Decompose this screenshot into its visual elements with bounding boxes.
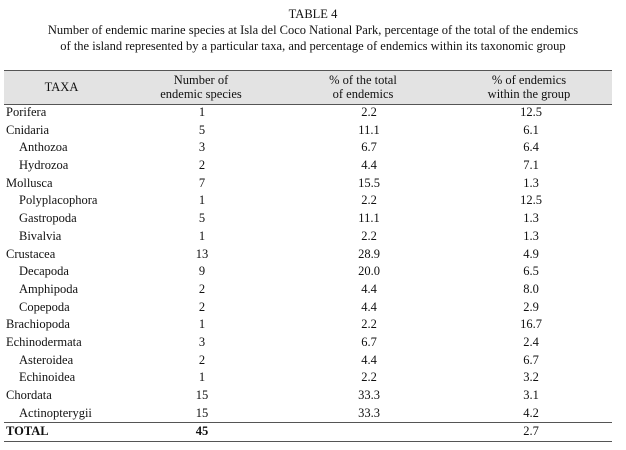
cell-percent-total: 11.1 xyxy=(358,211,380,226)
header-taxa: TAXA xyxy=(44,80,79,94)
header-percent-group xyxy=(474,73,584,101)
cell-percent-group: 3.1 xyxy=(523,388,539,402)
cell-taxa: Hydrozoa xyxy=(19,158,69,173)
cell-taxa: Echinoidea xyxy=(19,370,76,385)
cell-taxa: Copepoda xyxy=(19,299,70,314)
cell-taxa: Amphipoda xyxy=(19,281,79,296)
cell-percent-group: 16.7 xyxy=(520,317,542,332)
cell-percent-total: 4.4 xyxy=(361,158,377,173)
table-title: TABLE 4 xyxy=(288,7,338,21)
table-body xyxy=(4,104,612,442)
table-row xyxy=(4,369,612,387)
header-number-line-2: endemic species xyxy=(160,87,242,101)
cell-percent-total: 11.1 xyxy=(358,122,380,137)
cell-taxa: Echinodermata xyxy=(6,334,82,349)
total-number: 45 xyxy=(195,424,209,439)
cell-number: 15 xyxy=(195,388,209,402)
cell-percent-group: 6.1 xyxy=(523,122,539,137)
header-percent-line-1: % of the total xyxy=(329,73,397,87)
table-row xyxy=(4,192,612,210)
cell-number: 2 xyxy=(198,158,206,173)
total-label: TOTAL xyxy=(6,424,49,439)
cell-number: 1 xyxy=(198,317,206,332)
header-percent-total xyxy=(308,73,418,101)
cell-percent-total: 4.4 xyxy=(361,281,377,296)
cell-taxa: Chordata xyxy=(6,388,52,402)
cell-taxa: Anthozoa xyxy=(19,140,68,155)
cell-percent-total: 6.7 xyxy=(361,334,377,349)
cell-percent-total: 20.0 xyxy=(358,264,380,279)
cell-taxa: Brachiopoda xyxy=(6,317,70,332)
cell-percent-total: 2.2 xyxy=(361,193,377,208)
cell-percent-group: 4.2 xyxy=(523,405,539,420)
cell-taxa: Mollusca xyxy=(6,175,53,190)
cell-number: 3 xyxy=(198,140,206,155)
cell-percent-total: 6.7 xyxy=(361,140,377,155)
cell-percent-group: 6.4 xyxy=(523,140,539,155)
cell-number: 1 xyxy=(198,228,206,243)
cell-number: 15 xyxy=(195,405,209,420)
cell-percent-group: 1.3 xyxy=(523,175,539,190)
table-row xyxy=(4,299,612,317)
cell-number: 2 xyxy=(198,352,206,367)
table-row xyxy=(4,139,612,157)
cell-taxa: Actinopterygii xyxy=(19,405,92,420)
cell-number: 2 xyxy=(198,281,206,296)
cell-taxa: Cnidaria xyxy=(6,122,50,137)
cell-percent-group: 4.9 xyxy=(523,246,539,261)
cell-percent-group: 1.3 xyxy=(523,211,539,226)
cell-taxa: Decapoda xyxy=(19,264,69,279)
table-row xyxy=(4,246,612,264)
cell-taxa: Polyplacophora xyxy=(19,193,98,208)
table-header xyxy=(4,70,612,105)
table-row xyxy=(4,281,612,299)
cell-percent-group: 2.4 xyxy=(523,334,539,349)
cell-number: 7 xyxy=(198,175,206,190)
cell-percent-group: 7.1 xyxy=(523,158,539,173)
cell-taxa: Asteroidea xyxy=(19,352,74,367)
cell-percent-total: 4.4 xyxy=(361,352,377,367)
cell-percent-total: 2.2 xyxy=(361,370,377,385)
table-row xyxy=(4,334,612,352)
cell-percent-group: 1.3 xyxy=(523,228,539,243)
cell-number: 1 xyxy=(198,193,206,208)
header-number-line-1: Number of xyxy=(173,73,229,87)
cell-percent-total: 33.3 xyxy=(358,405,380,420)
cell-number: 1 xyxy=(198,105,206,119)
total-percent-group: 2.7 xyxy=(523,424,539,439)
cell-number: 3 xyxy=(198,334,206,349)
table-row xyxy=(4,405,612,423)
cell-percent-total: 2.2 xyxy=(361,105,377,119)
cell-taxa: Porifera xyxy=(6,105,47,119)
caption-line-1: Number of endemic marine species at Isla del Coco National Park, percentage of the total of the endemics xyxy=(47,23,579,37)
cell-percent-group: 12.5 xyxy=(520,105,542,119)
cell-taxa: Crustacea xyxy=(6,246,56,261)
cell-percent-total: 28.9 xyxy=(358,246,380,261)
cell-percent-group: 8.0 xyxy=(523,281,539,296)
cell-percent-group: 6.5 xyxy=(523,264,539,279)
cell-taxa: Gastropoda xyxy=(19,211,77,226)
table-row xyxy=(4,210,612,228)
table-row xyxy=(4,387,612,405)
table-caption xyxy=(0,6,626,54)
table-row xyxy=(4,175,612,193)
table-row xyxy=(4,104,612,122)
table-row xyxy=(4,263,612,281)
header-number-endemic xyxy=(146,73,256,101)
cell-percent-total: 33.3 xyxy=(358,388,380,402)
cell-percent-group: 12.5 xyxy=(520,193,542,208)
cell-percent-group: 2.9 xyxy=(523,299,539,314)
cell-number: 5 xyxy=(198,122,206,137)
cell-percent-group: 3.2 xyxy=(523,370,539,385)
cell-taxa: Bivalvia xyxy=(19,228,62,243)
cell-number: 13 xyxy=(195,246,209,261)
cell-percent-total: 4.4 xyxy=(361,299,377,314)
header-group-line-1: % of endemics xyxy=(491,73,567,87)
cell-number: 5 xyxy=(198,211,206,226)
table-row xyxy=(4,352,612,370)
table-row xyxy=(4,228,612,246)
header-group-line-2: within the group xyxy=(487,87,571,101)
cell-percent-total: 2.2 xyxy=(361,317,377,332)
header-percent-line-2: of endemics xyxy=(332,87,394,101)
table-row xyxy=(4,122,612,140)
cell-number: 2 xyxy=(198,299,206,314)
caption-line-2: of the island represented by a particular taxa, and percentage of endemics within its taxonomic group xyxy=(60,39,566,53)
table-row xyxy=(4,316,612,334)
cell-percent-total: 2.2 xyxy=(361,228,377,243)
cell-percent-total: 15.5 xyxy=(358,175,380,190)
table-total-row xyxy=(4,422,612,442)
cell-number: 1 xyxy=(198,370,206,385)
cell-percent-group: 6.7 xyxy=(523,352,539,367)
cell-number: 9 xyxy=(198,264,206,279)
table-row xyxy=(4,157,612,175)
